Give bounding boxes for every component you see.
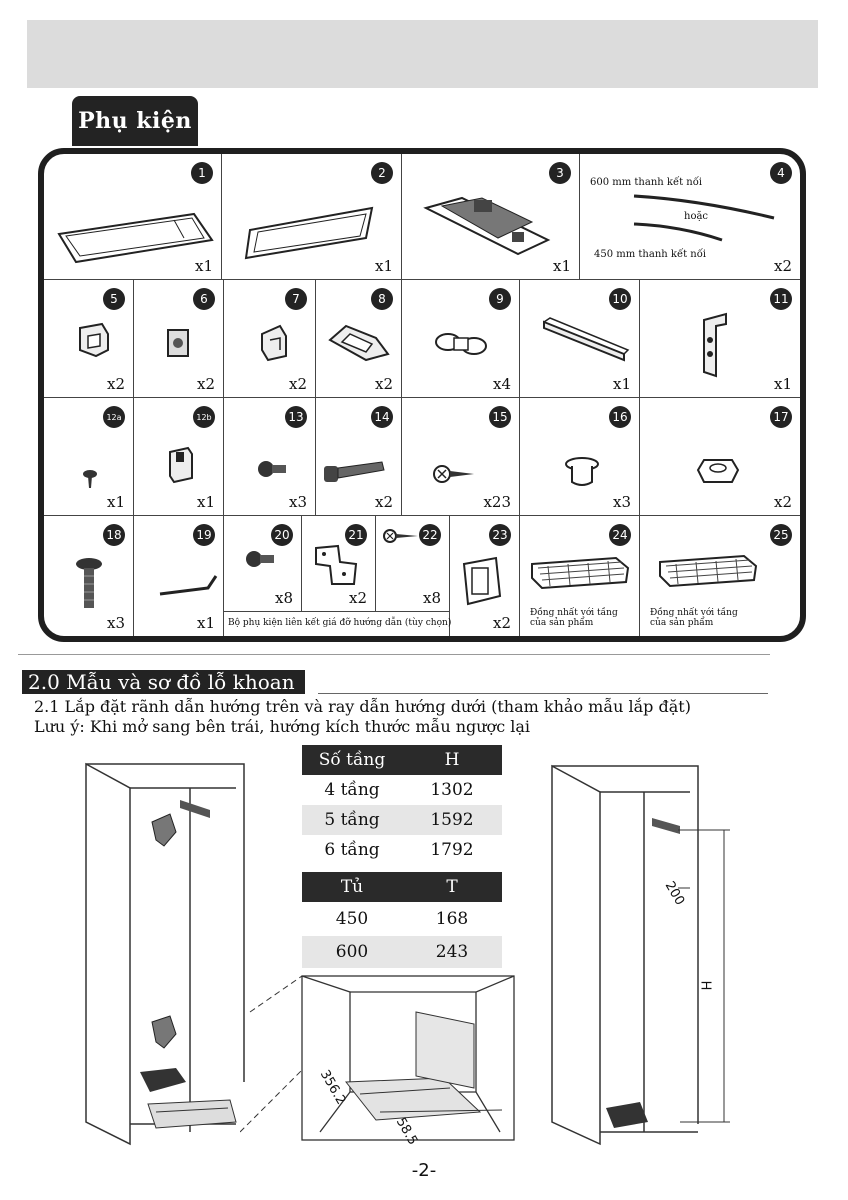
stopper-block-image bbox=[164, 442, 198, 488]
header-cell: Tủ bbox=[340, 877, 364, 897]
part-number: 16 bbox=[609, 406, 631, 428]
connector-rods-image bbox=[630, 190, 780, 250]
part-number: 21 bbox=[345, 524, 367, 546]
part-cell-13 bbox=[224, 398, 316, 516]
note-text: Lưu ý: Khi mở sang bên trái, hướng kích thước mẫu ngược lại bbox=[34, 717, 531, 736]
slide-rail-image bbox=[422, 184, 552, 264]
hook-clip-image bbox=[254, 320, 294, 366]
part-number: 15 bbox=[489, 406, 511, 428]
table-cell: 6 tầng bbox=[324, 840, 380, 860]
part-number: 24 bbox=[609, 524, 631, 546]
guide-panel-image bbox=[460, 556, 504, 606]
part-qty: x2 bbox=[348, 589, 367, 607]
part-qty: x2 bbox=[492, 614, 511, 632]
part-number: 25 bbox=[770, 524, 792, 546]
section-2-title: 2.0 Mẫu và sơ đồ lỗ khoan bbox=[22, 670, 305, 694]
part-cell-19 bbox=[134, 516, 224, 636]
part-cell-5 bbox=[44, 280, 134, 398]
bottom-frame-image bbox=[242, 194, 392, 264]
part-cell-4 bbox=[580, 154, 800, 280]
part-qty: x2 bbox=[374, 493, 393, 511]
cabinet-table-header bbox=[302, 872, 502, 902]
part-qty: x2 bbox=[374, 375, 393, 393]
part-qty: x1 bbox=[374, 257, 393, 275]
part-qty: x1 bbox=[106, 493, 125, 511]
part-qty: x2 bbox=[288, 375, 307, 393]
optional-kit-label: Bộ phụ kiện liên kết giá đỡ hướng dẫn (tùy chọn) bbox=[228, 618, 452, 628]
connector-450-label: 450 mm thanh kết nối bbox=[594, 249, 707, 260]
part-number: 13 bbox=[285, 406, 307, 428]
section-2-underline bbox=[318, 693, 768, 694]
section-2-1-text: 2.1 Lắp đặt rãnh dẫn hướng trên và ray dẫn hướng dưới (tham khảo mẫu lắp đặt) bbox=[34, 697, 691, 716]
part-number: 22 bbox=[419, 524, 441, 546]
header-cell: H bbox=[444, 750, 460, 770]
part-qty: x3 bbox=[288, 493, 307, 511]
part-number: 23 bbox=[489, 524, 511, 546]
large-bolt-image bbox=[74, 556, 104, 612]
cabinet-table bbox=[302, 872, 502, 968]
part-qty: x1 bbox=[552, 257, 571, 275]
part-number: 14 bbox=[371, 406, 393, 428]
part-number: 12b bbox=[193, 406, 215, 428]
table-cell: 1792 bbox=[430, 840, 474, 860]
basket-image bbox=[656, 550, 760, 590]
right-cabinet-drawing bbox=[540, 752, 760, 1152]
part-cell-24 bbox=[520, 516, 640, 636]
basket-note: Đồng nhất với tầng của sản phẩm bbox=[650, 608, 738, 628]
part-cell-7 bbox=[224, 280, 316, 398]
table-cell: 450 bbox=[335, 909, 369, 929]
basket-note: Đồng nhất với tầng của sản phẩm bbox=[530, 608, 618, 628]
dim-356: 356.2 bbox=[316, 1067, 349, 1108]
table-row bbox=[302, 936, 502, 968]
optional-kit-cell bbox=[224, 612, 450, 636]
part-qty: x1 bbox=[773, 375, 792, 393]
part-cell-2 bbox=[222, 154, 402, 280]
channel-rail-image bbox=[540, 314, 630, 364]
table-cell: 1592 bbox=[430, 810, 474, 830]
part-cell-3 bbox=[402, 154, 580, 280]
part-number: 7 bbox=[285, 288, 307, 310]
part-number: 5 bbox=[103, 288, 125, 310]
table-cell: 1302 bbox=[430, 780, 474, 800]
part-cell-10 bbox=[520, 280, 640, 398]
part-cell-23 bbox=[450, 516, 520, 636]
table-cell: 5 tầng bbox=[324, 810, 380, 830]
plate-screw-image bbox=[382, 526, 422, 546]
table-cell: 168 bbox=[435, 909, 469, 929]
part-number: 4 bbox=[770, 162, 792, 184]
dim-h: H bbox=[697, 980, 713, 991]
accessories-grid bbox=[44, 154, 800, 636]
part-cell-16 bbox=[520, 398, 640, 516]
part-qty: x2 bbox=[773, 257, 792, 275]
part-number: 8 bbox=[371, 288, 393, 310]
part-cell-17 bbox=[640, 398, 800, 516]
page-number: -2- bbox=[411, 1160, 437, 1181]
part-number: 6 bbox=[193, 288, 215, 310]
or-label: hoặc bbox=[684, 211, 709, 222]
dim-200: 200 bbox=[661, 878, 688, 909]
part-cell-6 bbox=[134, 280, 224, 398]
divider bbox=[18, 654, 770, 655]
part-number: 19 bbox=[193, 524, 215, 546]
part-qty: x3 bbox=[612, 493, 631, 511]
part-cell-14 bbox=[316, 398, 402, 516]
table-row bbox=[302, 835, 502, 865]
part-cell-8 bbox=[316, 280, 402, 398]
hex-nut-image bbox=[696, 456, 740, 486]
part-qty: x3 bbox=[106, 614, 125, 632]
table-row bbox=[302, 902, 502, 936]
part-cell-11 bbox=[640, 280, 800, 398]
top-frame-image bbox=[54, 194, 214, 264]
part-number: 20 bbox=[271, 524, 293, 546]
dim-58: 58.5 bbox=[392, 1115, 421, 1148]
small-bolt-image bbox=[244, 546, 278, 572]
bushing-image bbox=[562, 456, 602, 490]
table-row bbox=[302, 775, 502, 805]
bolt-image bbox=[256, 456, 290, 482]
connector-block-image bbox=[162, 324, 196, 364]
long-bolt-image bbox=[322, 458, 386, 488]
part-number: 12a bbox=[103, 406, 125, 428]
part-qty: x1 bbox=[612, 375, 631, 393]
table-cell: 243 bbox=[435, 942, 469, 962]
connector-600-label: 600 mm thanh kết nối bbox=[590, 177, 703, 188]
part-qty: x2 bbox=[773, 493, 792, 511]
levels-table bbox=[302, 745, 502, 865]
part-number: 11 bbox=[770, 288, 792, 310]
part-qty: x2 bbox=[106, 375, 125, 393]
table-cell: 600 bbox=[335, 942, 369, 962]
part-cell-12b bbox=[134, 398, 224, 516]
part-number: 1 bbox=[191, 162, 213, 184]
part-qty: x8 bbox=[422, 589, 441, 607]
part-cell-22 bbox=[376, 516, 450, 612]
part-qty: x1 bbox=[194, 257, 213, 275]
part-number: 2 bbox=[371, 162, 393, 184]
table-row bbox=[302, 805, 502, 835]
bracket-image bbox=[326, 318, 396, 368]
part-qty: x23 bbox=[483, 493, 511, 511]
part-number: 10 bbox=[609, 288, 631, 310]
part-qty: x1 bbox=[196, 614, 215, 632]
part-cell-20 bbox=[224, 516, 302, 612]
part-number: 18 bbox=[103, 524, 125, 546]
wood-screw-image bbox=[432, 462, 478, 486]
l-bracket-image bbox=[696, 310, 736, 380]
part-cell-1 bbox=[44, 154, 222, 280]
mounting-plate-image bbox=[312, 542, 358, 588]
part-number: 9 bbox=[489, 288, 511, 310]
header-band bbox=[27, 20, 818, 88]
part-qty: x1 bbox=[196, 493, 215, 511]
part-number: 17 bbox=[770, 406, 792, 428]
part-qty: x8 bbox=[274, 589, 293, 607]
part-qty: x4 bbox=[492, 375, 511, 393]
hex-key-image bbox=[158, 572, 220, 602]
part-number: 3 bbox=[549, 162, 571, 184]
part-cell-15 bbox=[402, 398, 520, 516]
accessories-frame bbox=[38, 148, 806, 642]
basket-image bbox=[528, 552, 632, 592]
part-cell-9 bbox=[402, 280, 520, 398]
part-cell-12a bbox=[44, 398, 134, 516]
clip-image bbox=[74, 320, 114, 365]
section-tab: Phụ kiện bbox=[72, 96, 198, 146]
part-qty: x2 bbox=[196, 375, 215, 393]
detail-zoom-drawing bbox=[240, 972, 520, 1144]
part-cell-18 bbox=[44, 516, 134, 636]
part-cell-21 bbox=[302, 516, 376, 612]
small-screw-image bbox=[80, 468, 100, 492]
header-cell: T bbox=[446, 877, 458, 897]
part-cell-25 bbox=[640, 516, 800, 636]
cable-clip-image bbox=[432, 328, 492, 362]
table-cell: 4 tầng bbox=[324, 780, 380, 800]
header-cell: Số tầng bbox=[318, 750, 386, 770]
levels-table-header bbox=[302, 745, 502, 775]
